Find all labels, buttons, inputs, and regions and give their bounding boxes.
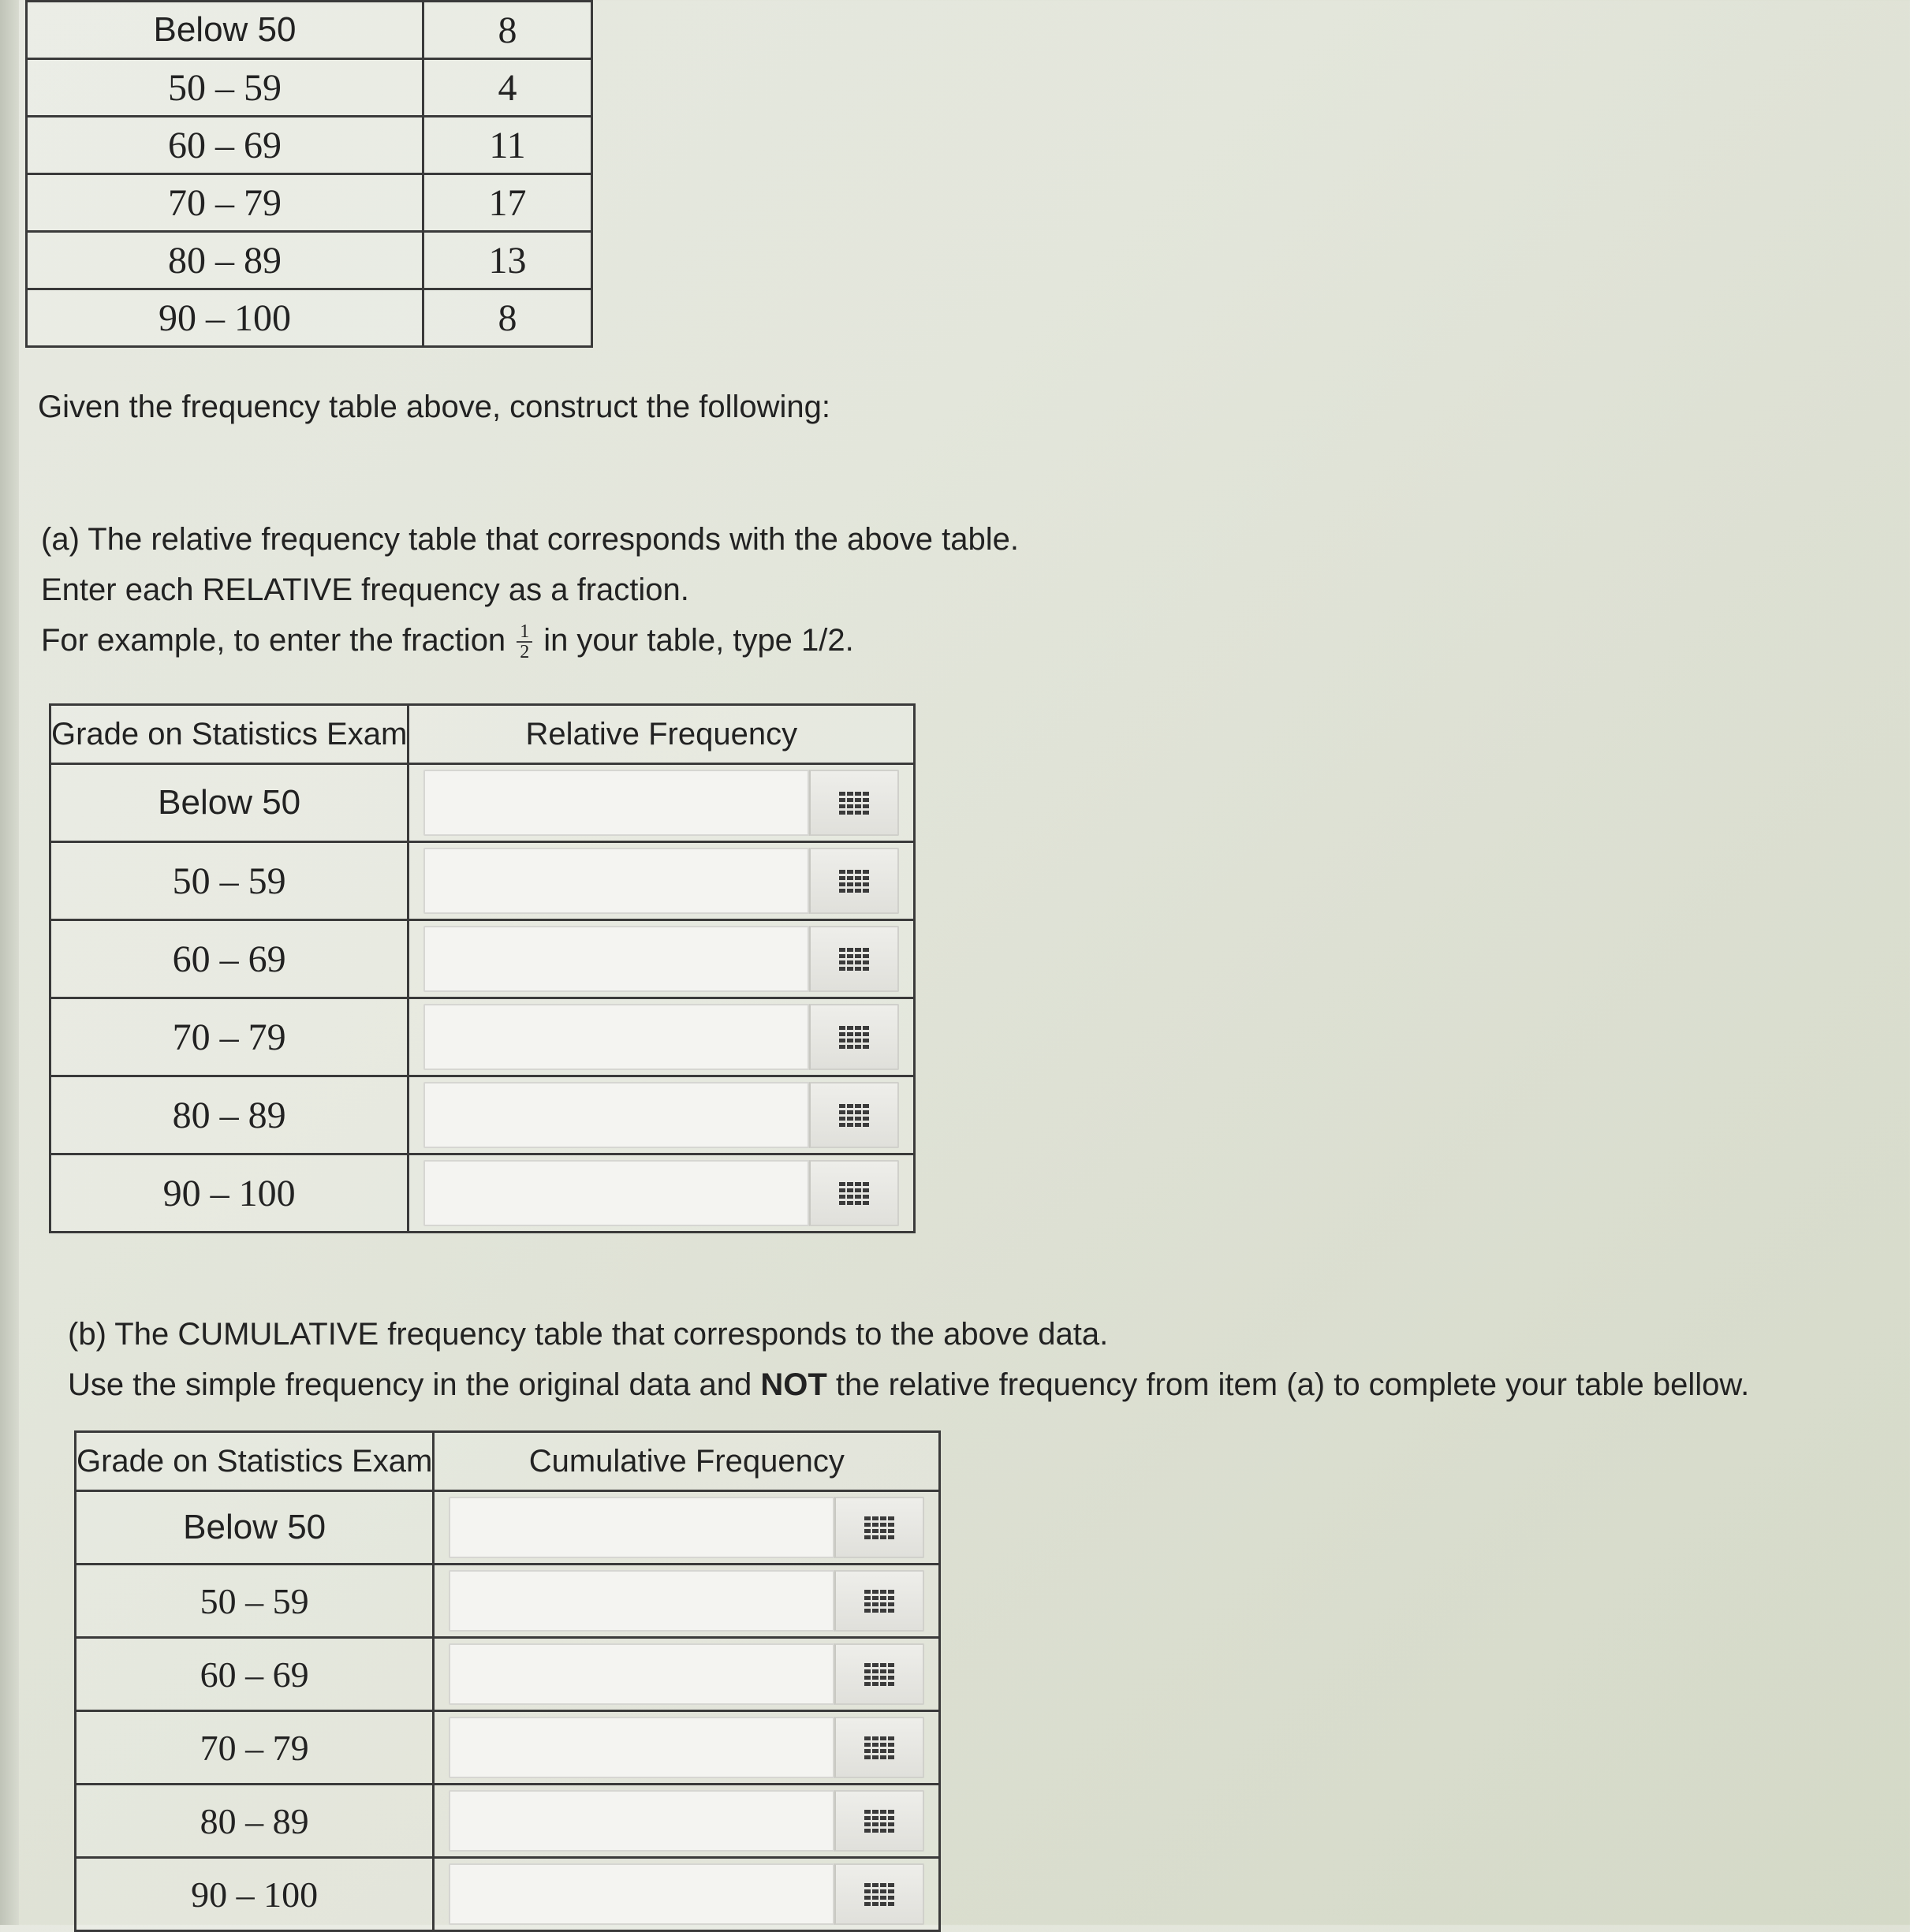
keypad-button[interactable] [809, 1082, 899, 1148]
table-row [50, 998, 915, 1076]
table-row [50, 1154, 915, 1233]
frequency-cell: 13 [423, 232, 592, 289]
table-row [27, 2, 592, 59]
keypad-button[interactable] [809, 926, 899, 992]
answer-cell [408, 764, 915, 842]
keypad-button[interactable] [809, 1004, 899, 1070]
keypad-grid-icon [864, 1663, 894, 1686]
grade-cell: 70 – 79 [27, 174, 423, 232]
answer-field-group [423, 926, 899, 992]
relative-frequency-input[interactable] [423, 1160, 809, 1226]
answer-cell [408, 1076, 915, 1154]
keypad-grid-icon [864, 1516, 894, 1539]
grade-cell: 80 – 89 [50, 1076, 408, 1154]
table-row [76, 1491, 940, 1565]
answer-field-group [423, 1160, 899, 1226]
answer-field-group [449, 1497, 924, 1558]
cumulative-frequency-input[interactable] [449, 1863, 834, 1925]
part-a-line-2: Enter each RELATIVE frequency as a fraction. [41, 573, 689, 607]
table-row [27, 117, 592, 174]
keypad-grid-icon [864, 1736, 894, 1759]
keypad-button[interactable] [834, 1863, 924, 1925]
grade-cell: 80 – 89 [27, 232, 423, 289]
table-row [27, 174, 592, 232]
answer-cell [434, 1491, 940, 1565]
column-header-cumulative-frequency: Cumulative Frequency [434, 1432, 940, 1491]
keypad-grid-icon [839, 948, 869, 971]
column-header-relative-frequency: Relative Frequency [408, 705, 915, 764]
page-left-edge [0, 0, 19, 1925]
keypad-button[interactable] [834, 1717, 924, 1778]
keypad-grid-icon [864, 1883, 894, 1906]
table-row [50, 842, 915, 920]
fraction-denominator: 2 [520, 642, 530, 663]
answer-field-group [423, 770, 899, 836]
answer-field-group [449, 1643, 924, 1705]
grade-cell: 60 – 69 [27, 117, 423, 174]
cumulative-frequency-input[interactable] [449, 1790, 834, 1852]
frequency-cell: 11 [423, 117, 592, 174]
answer-field-group [423, 848, 899, 914]
answer-cell [408, 998, 915, 1076]
table-row [76, 1638, 940, 1711]
table-row [27, 59, 592, 117]
keypad-button[interactable] [834, 1497, 924, 1558]
frequency-cell: 4 [423, 59, 592, 117]
answer-cell [408, 842, 915, 920]
table-row [76, 1565, 940, 1638]
keypad-button[interactable] [809, 1160, 899, 1226]
answer-cell [434, 1785, 940, 1858]
answer-field-group [423, 1004, 899, 1070]
cumulative-frequency-table [74, 1430, 941, 1932]
answer-field-group [423, 1082, 899, 1148]
answer-cell [408, 920, 915, 998]
answer-field-group [449, 1863, 924, 1925]
cumulative-frequency-input[interactable] [449, 1643, 834, 1705]
grade-cell: 50 – 59 [27, 59, 423, 117]
keypad-grid-icon [839, 1104, 869, 1127]
part-b-instructions [68, 1309, 1749, 1410]
question-prompt [38, 382, 830, 432]
part-b-line-2-end: the relative frequency from item (a) to complete your table bellow. [826, 1367, 1750, 1402]
grade-cell: 70 – 79 [76, 1711, 434, 1785]
grade-cell: 80 – 89 [76, 1785, 434, 1858]
frequency-cell: 8 [423, 289, 592, 347]
grade-cell: 50 – 59 [50, 842, 408, 920]
answer-cell [408, 1154, 915, 1233]
part-a-instructions [41, 514, 1019, 666]
keypad-button[interactable] [834, 1570, 924, 1632]
table-row [27, 289, 592, 347]
cumulative-frequency-input[interactable] [449, 1717, 834, 1778]
table-row [76, 1785, 940, 1858]
grade-cell: Below 50 [27, 2, 423, 59]
grade-cell: 70 – 79 [50, 998, 408, 1076]
answer-cell [434, 1565, 940, 1638]
answer-field-group [449, 1717, 924, 1778]
part-a-line-3 [41, 615, 1019, 666]
relative-frequency-input[interactable] [423, 848, 809, 914]
part-a-line-3-end: in your table, type 1/2. [543, 623, 854, 658]
frequency-cell: 8 [423, 2, 592, 59]
keypad-grid-icon [839, 870, 869, 893]
cumulative-frequency-input[interactable] [449, 1570, 834, 1632]
column-header-grade: Grade on Statistics Exam [50, 705, 408, 764]
example-fraction [517, 622, 532, 662]
part-b-line-2-start: Use the simple frequency in the original data and [68, 1367, 761, 1402]
answer-cell [434, 1711, 940, 1785]
emphasis-not: NOT [760, 1367, 827, 1402]
grade-cell: 90 – 100 [76, 1858, 434, 1931]
relative-frequency-input[interactable] [423, 1004, 809, 1070]
keypad-grid-icon [839, 792, 869, 815]
table-row [50, 764, 915, 842]
relative-frequency-input[interactable] [423, 926, 809, 992]
table-row [27, 232, 592, 289]
prompt-text: Given the frequency table above, construct the following: [38, 390, 831, 424]
answer-cell [434, 1638, 940, 1711]
keypad-grid-icon [839, 1026, 869, 1049]
keypad-button[interactable] [834, 1790, 924, 1852]
table-header-row [50, 705, 915, 764]
answer-cell [434, 1858, 940, 1931]
part-a-line-3-start: For example, to enter the fraction [41, 623, 506, 658]
relative-frequency-input[interactable] [423, 770, 809, 836]
keypad-grid-icon [864, 1590, 894, 1613]
grade-cell: 60 – 69 [76, 1638, 434, 1711]
part-a-line-1: (a) The relative frequency table that corresponds with the above table. [41, 522, 1019, 557]
grade-cell: 90 – 100 [50, 1154, 408, 1233]
grade-cell: 50 – 59 [76, 1565, 434, 1638]
grade-cell: 60 – 69 [50, 920, 408, 998]
grade-cell: Below 50 [76, 1491, 434, 1565]
fraction-numerator: 1 [517, 622, 532, 643]
table-row [50, 920, 915, 998]
relative-frequency-input[interactable] [423, 1082, 809, 1148]
relative-frequency-table [49, 703, 916, 1233]
original-frequency-table [25, 0, 593, 348]
cumulative-frequency-input[interactable] [449, 1497, 834, 1558]
part-b-line-2 [68, 1359, 1749, 1410]
grade-cell: 90 – 100 [27, 289, 423, 347]
grade-cell: Below 50 [50, 764, 408, 842]
table-row [50, 1076, 915, 1154]
table-row [76, 1858, 940, 1931]
answer-field-group [449, 1790, 924, 1852]
column-header-grade: Grade on Statistics Exam [76, 1432, 434, 1491]
keypad-grid-icon [839, 1182, 869, 1205]
table-row [76, 1711, 940, 1785]
keypad-button[interactable] [809, 770, 899, 836]
keypad-button[interactable] [809, 848, 899, 914]
part-b-line-1: (b) The CUMULATIVE frequency table that corresponds to the above data. [68, 1317, 1109, 1352]
frequency-cell: 17 [423, 174, 592, 232]
keypad-button[interactable] [834, 1643, 924, 1705]
answer-field-group [449, 1570, 924, 1632]
keypad-grid-icon [864, 1810, 894, 1833]
table-header-row [76, 1432, 940, 1491]
